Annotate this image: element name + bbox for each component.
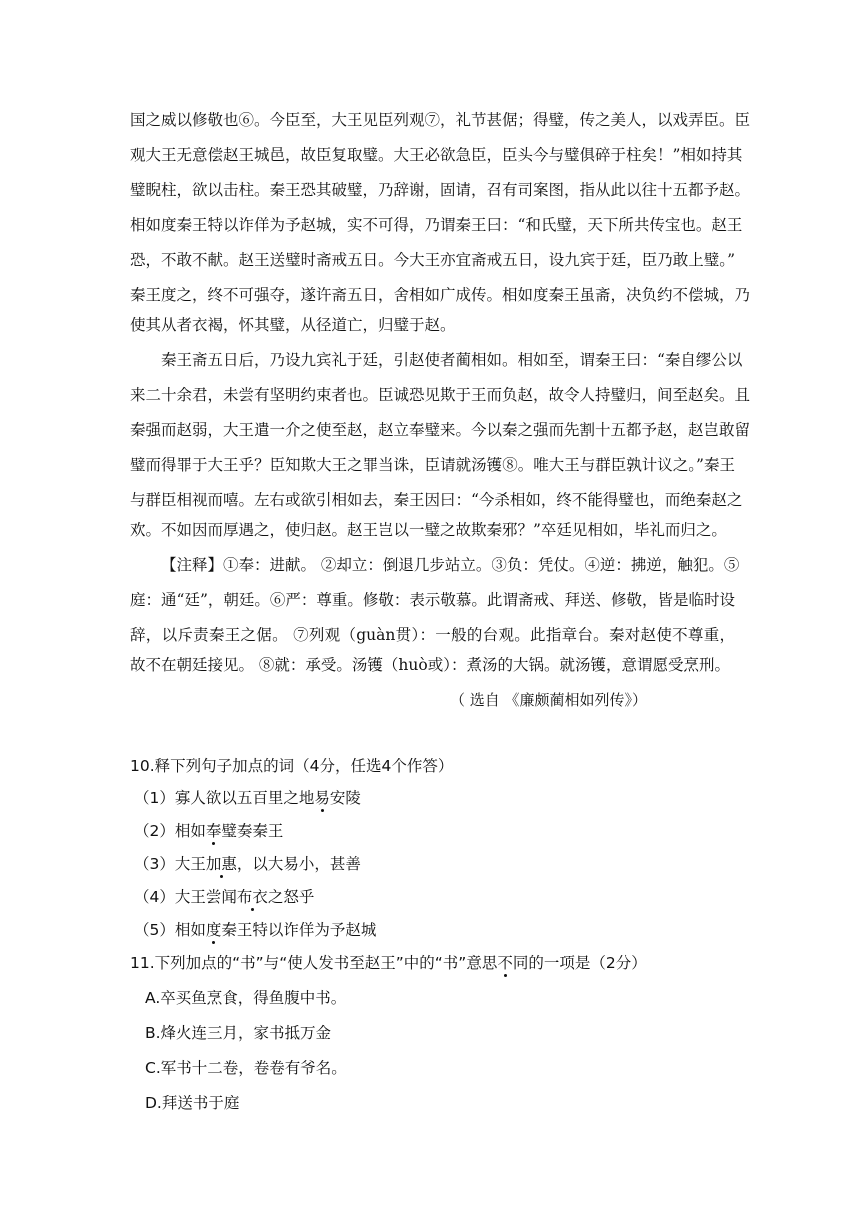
item-text: 璧奏秦王 bbox=[221, 822, 284, 840]
passage-line: 国之威以修敬也⑥。今臣至，大王见臣列观⑦，礼节甚倨；得璧，传之美人，以戏弄臣。臣 bbox=[130, 111, 751, 129]
dotted-word: 不 bbox=[497, 954, 513, 972]
question-10-item bbox=[134, 855, 361, 873]
question-11-option-a: A.卒买鱼烹食，得鱼腹中书。 bbox=[145, 989, 347, 1007]
passage-line: 来二十余君，未尝有坚明约束者也。臣诚恐见欺于王而负赵，故令人持璧归，间至赵矣。且 bbox=[130, 386, 751, 404]
item-text: （3）大王 bbox=[134, 855, 206, 873]
item-text: （4）大王尝闻 bbox=[134, 888, 237, 906]
question-10-item bbox=[134, 789, 361, 807]
source-citation: （ 选自 《廉颇蔺相如列传》） bbox=[450, 691, 648, 709]
item-text: ，以大易小，甚善 bbox=[236, 855, 361, 873]
item-text: （2）相如 bbox=[134, 822, 206, 840]
notes-line: 庭：通“廷”，朝廷。⑥严：尊重。修敬：表示敬慕。此谓斋戒、拜送、修敬，皆是临时设 bbox=[130, 591, 735, 609]
item-text: 秦王特以诈佯为予赵城 bbox=[221, 921, 377, 939]
dotted-word: 加惠 bbox=[205, 855, 237, 873]
notes-line: 故不在朝廷接见。 ⑧就：承受。汤镬（huò或）：煮汤的大锅。就汤镬，意谓愿受烹刑。 bbox=[130, 656, 730, 674]
question-11-stem bbox=[130, 954, 647, 972]
passage-line: 观大王无意偿赵王城邑，故臣复取璧。大王必欲急臣，臣头今与璧俱碎于柱矣！”相如持其 bbox=[130, 146, 743, 164]
passage-line: 恐，不敢不献。赵王送璧时斋戒五日。今大王亦宜斋戒五日，设九宾于廷，臣乃敢上璧。” bbox=[130, 251, 735, 269]
question-11-option-c: C.军书十二卷，卷卷有爷名。 bbox=[145, 1059, 347, 1077]
notes-line: 辞，以斥责秦王之倨。 ⑦列观（guàn贯）：一般的台观。此指章台。秦对赵使不尊重， bbox=[130, 626, 735, 644]
passage-line: 使其从者衣褐，怀其璧，从径道亡，归璧于赵。 bbox=[130, 316, 456, 334]
notes-line: 【注释】①奉：进献。 ②却立：倒退几步站立。③负：凭仗。④逆：拂逆，触犯。⑤ bbox=[161, 556, 740, 574]
passage-line: 相如度秦王特以诈佯为予赵城，实不可得，乃谓秦王曰：“和氏璧，天下所共传宝也。赵王 bbox=[130, 216, 743, 234]
passage-line: 秦王斋五日后，乃设九宾礼于廷，引赵使者蔺相如。相如至，谓秦王曰：“秦自缪公以 bbox=[161, 351, 743, 369]
question-10-stem: 10.释下列句子加点的词（4分，任选4个作答） bbox=[130, 757, 454, 775]
passage-line: 欢。不如因而厚遇之，使归赵。赵王岂以一璧之故欺秦邪？”卒廷见相如，毕礼而归之。 bbox=[130, 521, 727, 539]
item-text: （5）相如 bbox=[134, 921, 206, 939]
passage-line: 秦强而赵弱，大王遣一介之使至赵，赵立奉璧来。今以秦之强而先割十五都予赵，赵岂敢留 bbox=[130, 421, 751, 439]
question-10-item bbox=[134, 888, 314, 906]
item-text: 之怒乎 bbox=[267, 888, 315, 906]
dotted-word: 奉 bbox=[205, 822, 222, 840]
dotted-word: 布衣 bbox=[236, 888, 268, 906]
dotted-word: 度 bbox=[205, 921, 222, 939]
stem-text: 同的一项是（2分） bbox=[512, 954, 647, 972]
stem-text: 11.下列加点的“书”与“使人发书至赵王”中的“书”意思 bbox=[130, 954, 498, 972]
dotted-word: 易 bbox=[314, 789, 330, 807]
passage-line: 璧睨柱，欲以击柱。秦王恐其破璧，乃辞谢，固请，召有司案图，指从此以往十五都予赵。 bbox=[130, 181, 751, 199]
passage-line: 秦王度之，终不可强夺，遂许斋五日，舍相如广成传。相如度秦王虽斋，决负约不偿城，乃 bbox=[130, 286, 751, 304]
question-11-option-d: D.拜送书于庭 bbox=[145, 1094, 240, 1112]
question-10-item bbox=[134, 822, 283, 840]
question-10-item bbox=[134, 921, 376, 939]
passage-line: 与群臣相视而嘻。左右或欲引相如去，秦王因曰：“今杀相如，终不能得璧也，而绝秦赵之 bbox=[130, 491, 743, 509]
passage-line: 璧而得罪于大王乎？臣知欺大王之罪当诛，臣请就汤镬⑧。唯大王与群臣孰计议之。”秦王 bbox=[130, 456, 735, 474]
item-text: （1）寡人欲以五百里之地 bbox=[134, 789, 315, 807]
question-11-option-b: B.烽火连三月，家书抵万金 bbox=[145, 1024, 332, 1042]
item-text: 安陵 bbox=[329, 789, 361, 807]
